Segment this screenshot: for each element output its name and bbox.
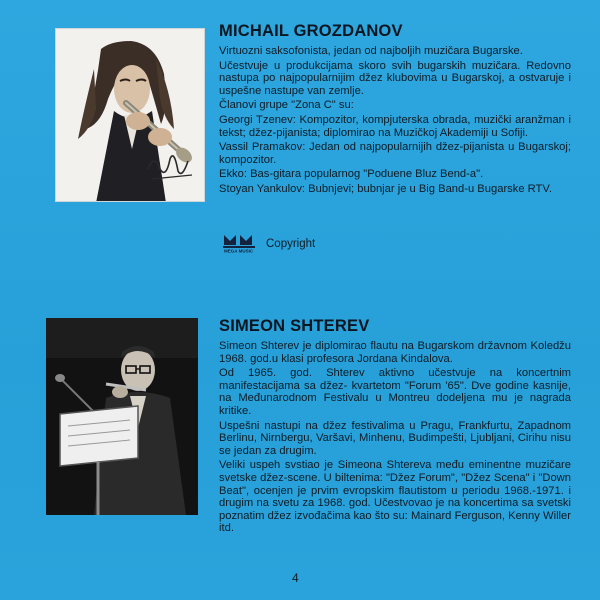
- band-member: Georgi Tzenev: Kompozitor, kompjuterska obrada, muzički aranžman i tekst; džez-pijanista; diplomirao na Muzičkoj Akademiji u Sofiji.: [219, 113, 571, 139]
- section-title: SIMEON SHTEREV: [219, 317, 370, 335]
- copyright-label: Copyright: [266, 238, 316, 250]
- simeon-shterev-photo: [46, 318, 198, 515]
- bio-paragraph: Virtuozni saksofonista, jedan od najboljih muzičara Bugarske.: [219, 45, 523, 57]
- simeon-shterev-bio: [219, 317, 571, 537]
- band-member: Ekko: Bas-gitara popularnog "Poduene Bluz Bend-a".: [219, 168, 484, 181]
- bio-paragraph: Članovi grupe "Zona C" su:: [219, 99, 354, 112]
- band-member: Vassil Pramakov: Jedan od najpopularnijih džez-pijanista u Bugarskoj; kompozitor.: [219, 141, 571, 166]
- bio-paragraph: Učestvuje u produkcijama skoro svih bugarskih muzičara. Redovno nastupa po najpopularnijim džez klubovima u Bugarskoj, a ostvaruje i uspešne nastupe van zemlje.: [219, 59, 571, 97]
- copyright-row: [222, 231, 315, 253]
- svg-text:MEGA MUSIC: MEGA MUSIC: [224, 248, 254, 253]
- bio-paragraph: Od 1965. god. Shterev aktivno učestvuje na koncertnim manifestacijama sa džez- kvartetom "Forum '65". Dve godine kasnije, na Međunarodnom Festivalu u Montreu dodeljena mu je nagrada kritike.: [219, 367, 571, 417]
- michail-grozdanov-photo: [55, 28, 205, 202]
- bio-paragraph: Simeon Shterev je diplomirao flautu na Bugarskom državnom Koledžu 1968. god.u klasi profesora Jordana Kindalova.: [219, 340, 571, 365]
- bio-paragraph: Uspešni nastupi na džez festivalima u Pragu, Frankfurtu, Zapadnom Berlinu, Nirnbergu, Varšavi, Minhenu, Budimpešti, Ljubljani, Cirihu nisu se jedan za drugim.: [219, 419, 571, 457]
- band-member: Stoyan Yankulov: Bubnjevi; bubnjar je u Big Band-u Bugarske RTV.: [219, 182, 552, 195]
- michail-grozdanov-bio: [219, 22, 571, 198]
- section-title: MICHAIL GROZDANOV: [219, 22, 403, 40]
- page-number: 4: [292, 571, 299, 585]
- mega-music-logo: [222, 231, 258, 253]
- bio-paragraph: Veliki uspeh svstiao je Simeona Shtereva među eminentne muzičare svetske džez-scene. U biltenima: "Džez Forum", "Džez Scena" i "Down Beat", ocenjen je prvim evropskim flautistom u periodu 1968.-1971. i drugim na svetu za 1968. god. Učestvovao je na koncertima sa svetski poznatim džez izvođačima kao što su: Mainard Ferguson, Kenny Willer itd.: [219, 459, 571, 535]
